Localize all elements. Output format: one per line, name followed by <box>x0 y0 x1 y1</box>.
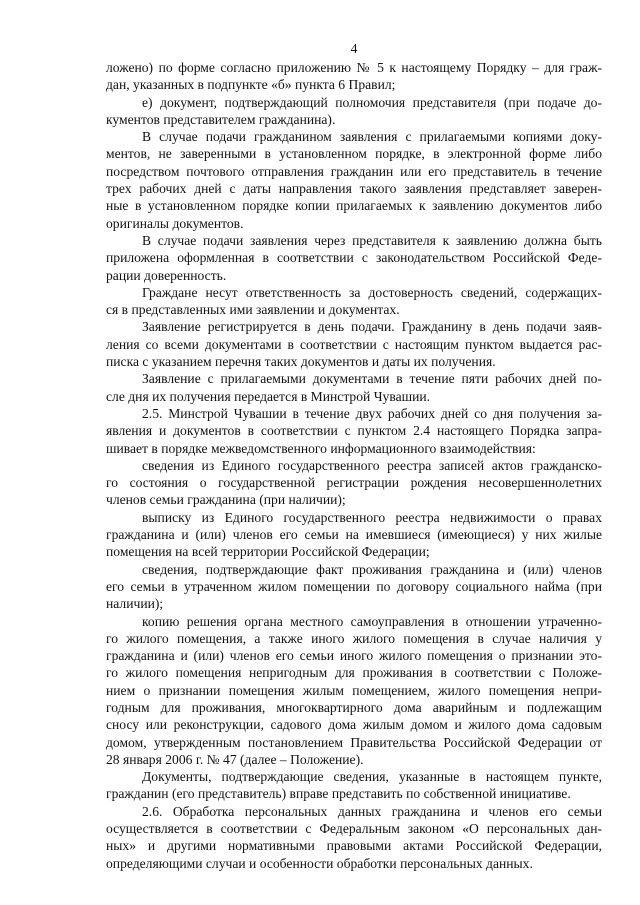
text-line: гражданин (его представитель) вправе представить по собственной инициативе. <box>106 786 571 802</box>
text-line: осуществляется в соответствии с Федеральным законом «О персональных дан- <box>106 821 602 837</box>
text-line: ся в представленных ими заявлении и документах. <box>106 302 400 318</box>
text-line: го состояния о государственной регистрации рождения несовершеннолетних <box>106 475 602 491</box>
text-line: ментов, не заверенными в установленном порядке, в электронной форме либо <box>106 146 602 162</box>
text-line: дан, указанных в подпункте «б» пункта 6 Правил; <box>106 77 396 93</box>
text-line: определяющими случаи и особенности обработки персональных данных. <box>106 855 533 871</box>
text-line: Заявление регистрируется в день подачи. Гражданину в день подачи заяв- <box>142 319 602 335</box>
text-line: рации доверенность. <box>106 267 227 283</box>
text-line: Документы, подтверждающие сведения, указанные в настоящем пункте, <box>142 769 602 785</box>
paragraph <box>106 232 602 284</box>
paragraph <box>106 509 602 561</box>
paragraph <box>106 613 602 769</box>
paragraph <box>106 561 602 613</box>
text-line: В случае подачи заявления через представителя к заявлению должна быть <box>142 232 602 248</box>
text-line: Заявление с прилагаемыми документами в течение пяти рабочих дней по- <box>142 371 602 387</box>
text-line: писка с указанием перечня таких документов и даты их получения. <box>106 354 496 370</box>
text-line: гражданина и (или) членов его семьи иного жилого помещения о признании это- <box>106 648 602 664</box>
text-line: оригиналы документов. <box>106 215 244 231</box>
text-line: годным для проживания, многоквартирного дома аварийным и подлежащим <box>106 699 602 715</box>
page-number: 4 <box>350 41 358 56</box>
paragraph <box>106 59 602 94</box>
paragraph <box>106 457 602 509</box>
text-line: Граждане несут ответственность за достоверность сведений, содержащих- <box>142 284 602 300</box>
text-line: го жилого помещения непригодным для проживания в соответствии с Положе- <box>106 665 602 681</box>
paragraph <box>106 768 602 803</box>
text-line: приложена оформленная в соответствии с законодательством Российской Феде- <box>106 250 602 266</box>
text-line: 2.5. Минстрой Чувашии в течение двух рабочих дней со дня получения за- <box>142 405 602 421</box>
paragraph <box>106 803 602 872</box>
text-line: 28 января 2006 г. № 47 (далее – Положение). <box>106 751 364 767</box>
text-line: В случае подачи гражданином заявления с прилагаемыми копиями доку- <box>142 129 602 145</box>
text-line: домом, утвержденным постановлением Правительства Российской Федерации от <box>106 734 602 750</box>
text-line: помещения на всей территории Российской Федерации; <box>106 544 430 560</box>
text-line: сведения из Единого государственного реестра записей актов гражданско- <box>142 457 602 473</box>
text-line: явления и документов в соответствии с пунктом 2.4 настоящего Порядка запра- <box>106 423 602 439</box>
text-line: выписку из Единого государственного реестра недвижимости о правах <box>142 509 602 525</box>
text-line: сносу или реконструкции, садового дома жилым домом и жилого дома садовым <box>106 717 602 733</box>
text-line: го жилого помещения, а также иного жилого помещения в случае наличия у <box>106 630 602 646</box>
text-line: копию решения органа местного самоуправления в отношении утраченно- <box>142 613 602 629</box>
document-body <box>106 59 602 872</box>
paragraph <box>106 370 602 405</box>
text-line: е) документ, подтверждающий полномочия представителя (при подаче до- <box>142 94 602 110</box>
text-line: наличии); <box>106 596 164 612</box>
paragraph <box>106 318 602 370</box>
paragraph <box>106 128 602 232</box>
text-line: кументов представителем гражданина). <box>106 111 336 127</box>
text-line: посредством почтового отправления гражданин или его представитель в течение <box>106 163 602 179</box>
text-line: ные в установленном порядке копии прилагаемых к заявлению документов либо <box>106 198 602 214</box>
text-line: ления со всеми документами в соответствии с настоящим пунктом выдается рас- <box>106 336 602 352</box>
text-line: ных» и другими нормативными правовыми актами Российской Федерации, <box>106 838 602 854</box>
text-line: его семьи в утраченном жилом помещении по договору социального найма (при <box>106 578 602 594</box>
text-line: гражданина и (или) членов его семьи на имевшиеся (имеющиеся) у них жилые <box>106 527 602 543</box>
paragraph <box>106 94 602 129</box>
text-line: нием о признании помещения жилым помещением, жилого помещения непри- <box>106 682 602 698</box>
paragraph <box>106 284 602 319</box>
text-line: сле дня их получения передается в Минстрой Чувашии. <box>106 388 431 404</box>
text-line: 2.6. Обработка персональных данных гражданина и членов его семьи <box>142 803 602 819</box>
paragraph <box>106 405 602 457</box>
text-line: ложено) по форме согласно приложению № 5 к настоящему Порядку – для граж- <box>106 60 602 75</box>
text-line: трех рабочих дней с даты направления такого заявления представляет заверен- <box>106 181 602 197</box>
text-line: сведения, подтверждающие факт проживания гражданина и (или) членов <box>142 561 602 577</box>
text-line: шивает в порядке межведомственного информационного взаимодействия: <box>106 440 536 456</box>
text-line: членов семьи гражданина (при наличии); <box>106 492 346 508</box>
